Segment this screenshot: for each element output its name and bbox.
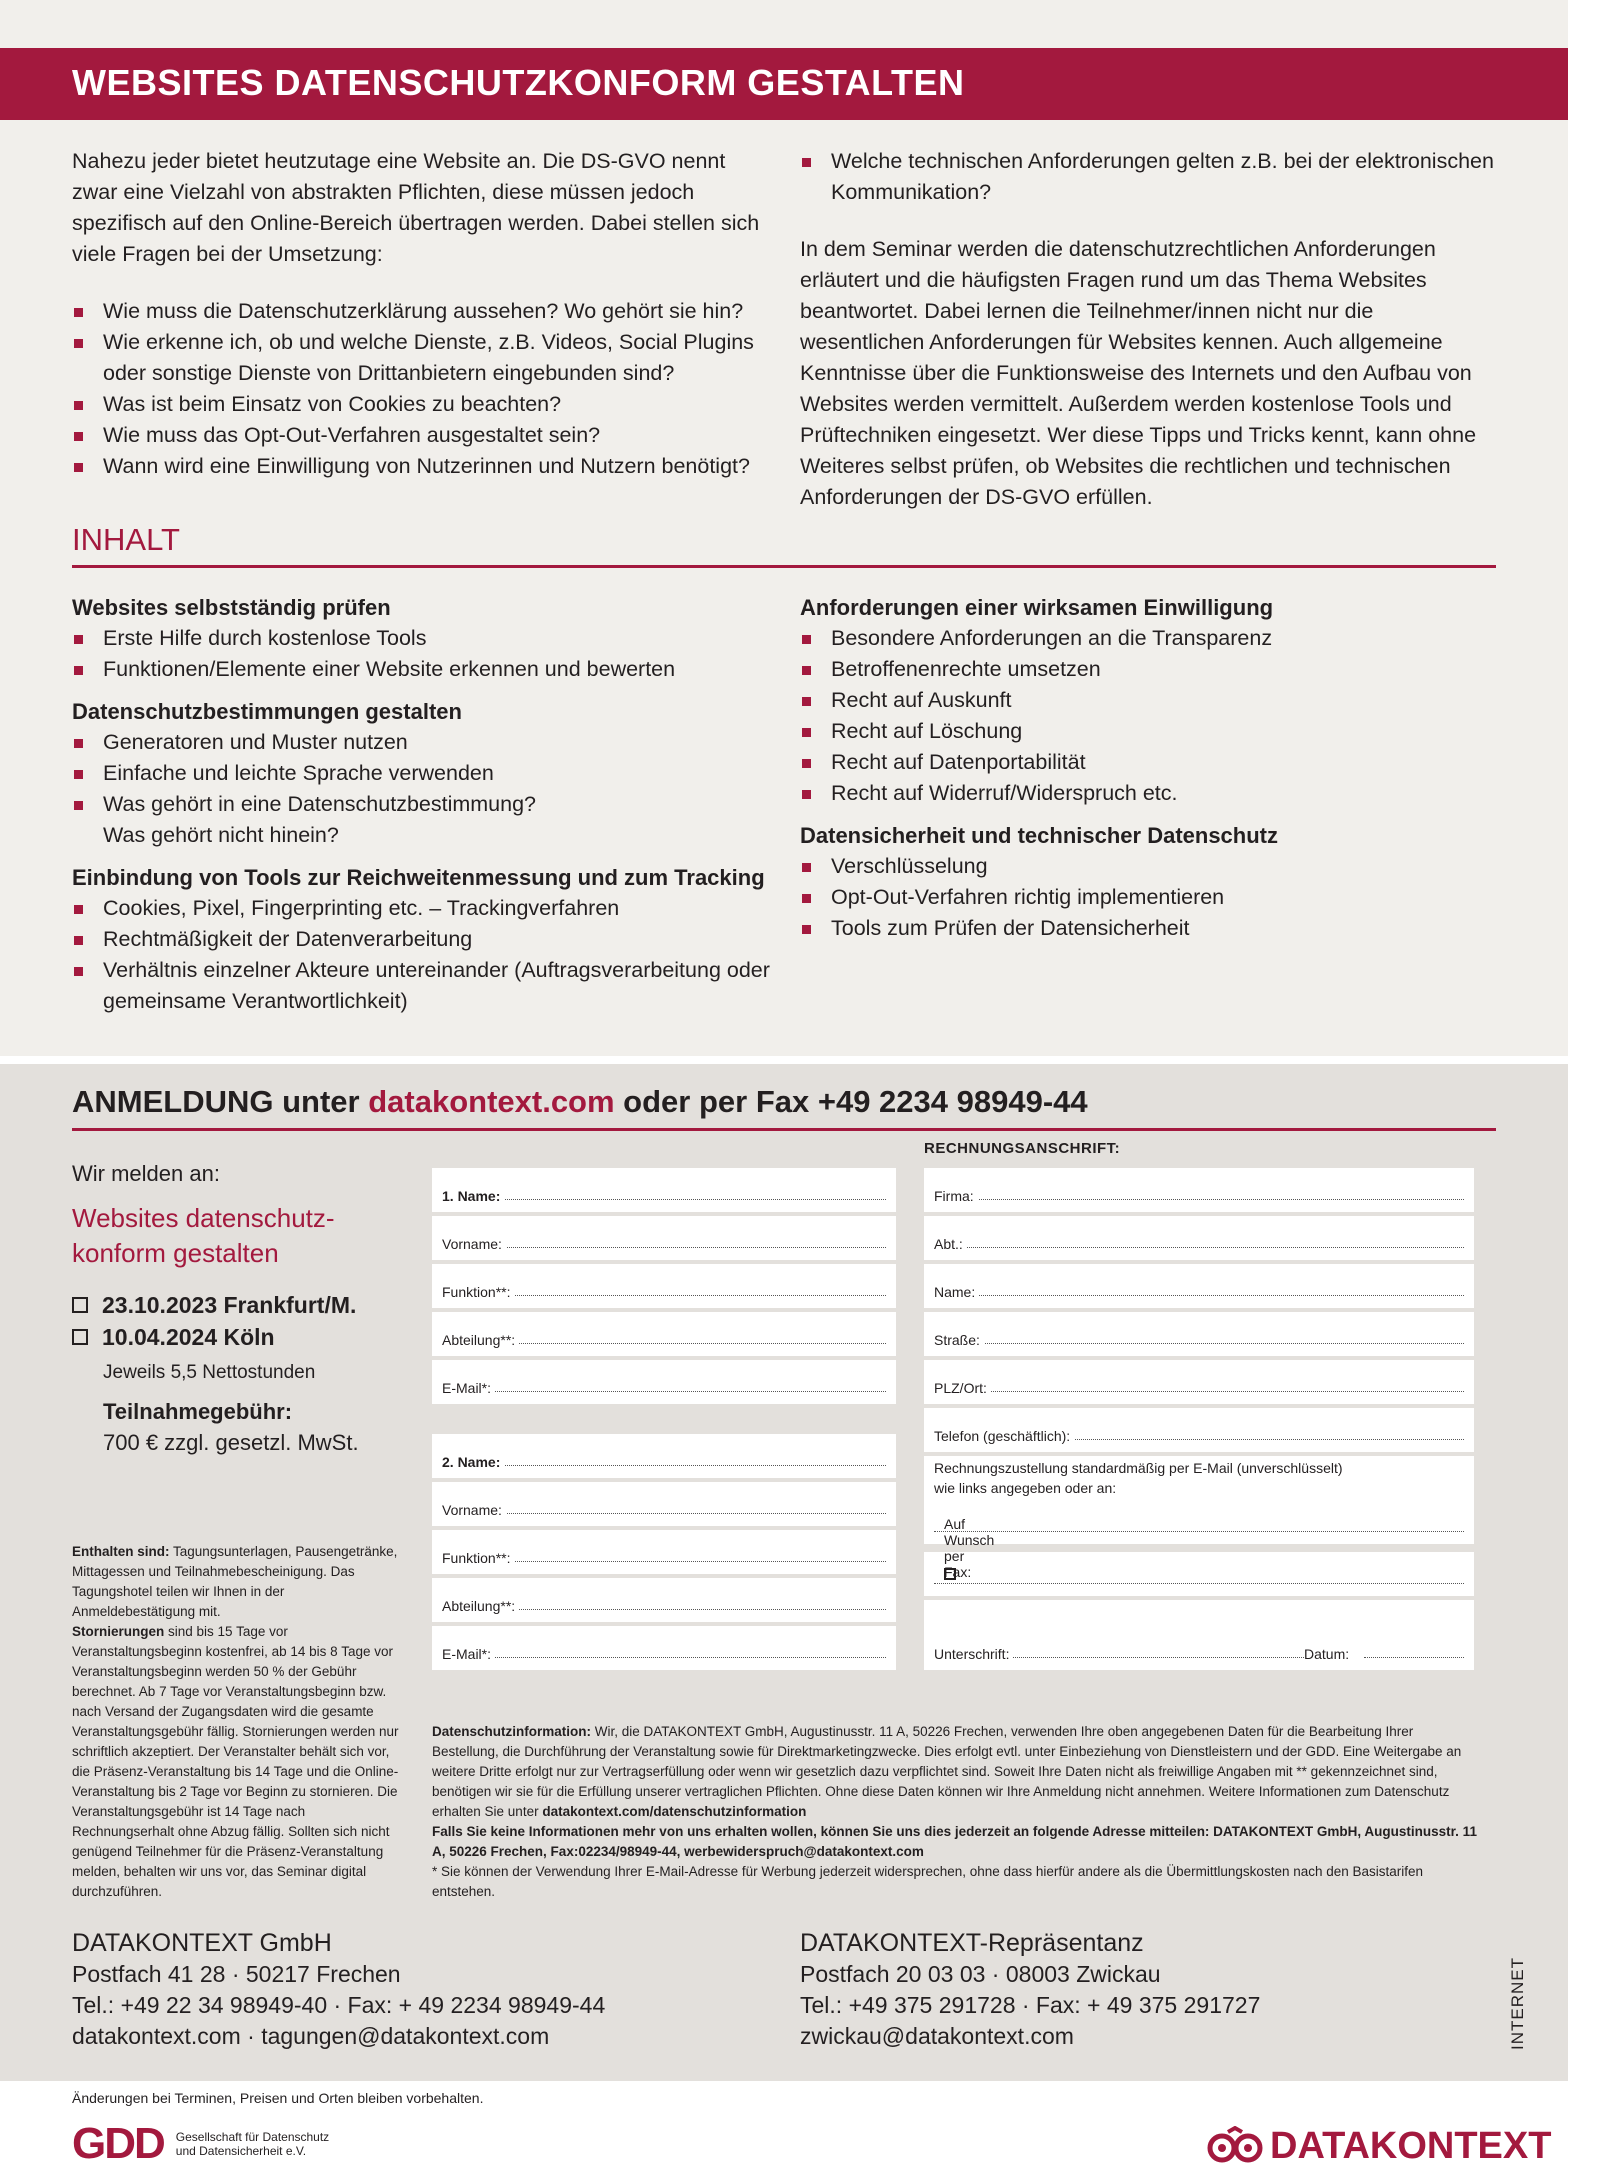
list-item: Rechtmäßigkeit der Datenverarbeitung xyxy=(72,924,772,955)
topic-title: Einbindung von Tools zur Reichweitenmessung und zum Tracking xyxy=(72,865,765,890)
address-line: Postfach 41 28 · 50217 Frechen xyxy=(72,1961,401,1987)
seminar-title-line: Websites datenschutz- xyxy=(72,1203,335,1233)
field-label: Abt.: xyxy=(934,1236,967,1252)
intro-paragraph: Nahezu jeder bietet heutzutage eine Website an. Die DS-GVO nennt zwar eine Vielzahl von abstrakten Pflichten, diese müssen jedoch spezifisch auf den Online-Bereich übertragen werden. Dabei stellen sich viele Fragen bei der Umsetzung: xyxy=(72,149,760,266)
topic-title: Anforderungen einer wirksamen Einwilligung xyxy=(800,595,1274,620)
list-item: Welche technischen Anforderungen gelten z.B. bei der elektronischen Kommunikation? xyxy=(800,146,1500,208)
field-label: Name: xyxy=(934,1284,979,1300)
field-label: Abteilung**: xyxy=(442,1332,519,1348)
field-label: 1. Name: xyxy=(442,1188,504,1204)
fee-value: 700 € zzgl. gesetzl. MwSt. xyxy=(103,1430,359,1455)
list-item: Wie muss das Opt-Out-Verfahren ausgestaltet sein? xyxy=(72,420,772,451)
gdd-text-line: und Datensicherheit e.V. xyxy=(175,2144,307,2158)
registration-info xyxy=(72,1158,412,1458)
inhalt-rule xyxy=(72,565,1496,568)
gdd-logo-text xyxy=(176,2130,329,2158)
registration-link[interactable]: datakontext.com xyxy=(368,1084,615,1119)
signature-field[interactable] xyxy=(924,1600,1474,1670)
list-item: Verhältnis einzelner Akteure untereinander (Auftragsverarbeitung oder gemeinsame Verantwortlichkeit) xyxy=(72,955,772,1017)
datakontext-logo xyxy=(1206,2126,1551,2166)
topic-list xyxy=(72,623,772,685)
owl-icon xyxy=(1206,2126,1264,2166)
address-zwickau xyxy=(800,1928,1260,2052)
registration-prefix: ANMELDUNG unter xyxy=(72,1084,369,1119)
list-item: Erste Hilfe durch kostenlose Tools xyxy=(72,623,772,654)
fee-label: Teilnahmegebühr: xyxy=(103,1399,293,1424)
gdd-logo-mark: GDD xyxy=(72,2119,164,2166)
inhalt-left xyxy=(72,592,772,1028)
field-label: PLZ/Ort: xyxy=(934,1380,991,1396)
company-name: DATAKONTEXT GmbH xyxy=(72,1929,332,1957)
unterschrift-label: Unterschrift: xyxy=(934,1646,1013,1662)
strasse-field[interactable] xyxy=(924,1312,1474,1356)
field-label: Funktion**: xyxy=(442,1550,514,1566)
list-item: Cookies, Pixel, Fingerprinting etc. – Trackingverfahren xyxy=(72,893,772,924)
topic-list xyxy=(72,893,772,1017)
email-field[interactable] xyxy=(432,1360,896,1404)
field-label: Vorname: xyxy=(442,1502,506,1518)
intro-right-questions xyxy=(800,146,1500,208)
address-line: zwickau@datakontext.com xyxy=(800,2023,1074,2049)
telefon-field[interactable] xyxy=(924,1408,1474,1452)
title-bar xyxy=(0,48,1568,120)
list-item: Wann wird eine Einwilligung von Nutzerinnen und Nutzern benötigt? xyxy=(72,451,772,482)
list-item: Besondere Anforderungen an die Transparenz xyxy=(800,623,1500,654)
date-label: 10.04.2024 Köln xyxy=(102,1324,275,1350)
gdd-text-line: Gesellschaft für Datenschutz xyxy=(175,2130,330,2144)
date-option-2[interactable] xyxy=(72,1321,412,1353)
storno-text: sind bis 15 Tage vor Veranstaltungsbeginn kostenfrei, ab 14 bis 8 Tage vor Veranstaltungsbeginn werden 50 % der Gebühr berechnet. Ab 7 Tage vor Veranstaltungsbeginn bzw. nach Versand der Zugangsdaten wird die gesamte Veranstaltungsgebühr fällig. Stornierungen werden nur schriftlich akzeptiert. Der Veranstalter behält sich vor, die Präsenz-Veranstaltung bis 14 Tage und die Online-Veranstaltung bis 2 Tage vor Beginn zu stornieren. Die Veranstaltungsgebühr ist 14 Tage nach Rechnungserhalt ohne Abzug fällig. Sollten sich nicht genügend Teilnehmer für die Präsenz-Veranstaltung melden, behalten wir uns vor, das Seminar digital durchzuführen. xyxy=(72,1624,399,1899)
list-item: Opt-Out-Verfahren richtig implementieren xyxy=(800,882,1500,913)
email-field-2[interactable] xyxy=(432,1626,896,1670)
wir-melden-label: Wir melden an: xyxy=(72,1161,220,1186)
funktion-field-2[interactable] xyxy=(432,1530,896,1574)
topic-title: Datenschutzbestimmungen gestalten xyxy=(72,699,462,724)
name-field-2[interactable] xyxy=(432,1434,896,1478)
abteilung-field-2[interactable] xyxy=(432,1578,896,1622)
address-datakontext xyxy=(72,1928,605,2052)
enthalten-label: Enthalten sind: xyxy=(72,1544,170,1559)
list-item: Recht auf Datenportabilität xyxy=(800,747,1500,778)
list-item: Was gehört in eine Datenschutzbestimmung? Was gehört nicht hinein? xyxy=(72,789,552,851)
ds-text: Wir, die DATAKONTEXT GmbH, Augustinusstr. 11 A, 50226 Frechen, verwenden Ihre oben angegebenen Daten für die Bearbeitung Ihrer Bestellung, die Durchführung der Veranstaltung sowie für Direktmarketingzwecke. Dies erfolgt evtl. unter Einbeziehung von Dienstleistern und der GDD. Eine Weitergabe an weitere Dritte erfolgt nur zur Vertragserfüllung oder wenn wir gesetzlich dazu verpflichtet sind. Soweit Ihre Daten nicht als freiwillige Angaben mit ** gekennzeichnet sind, benötigen wir sie für die Erfüllung unserer vertraglichen Pflichten. Ohne diese Daten können wir Ihre Anmeldung nicht annehmen. Weitere Informationen zum Datenschutz erhalten Sie unter xyxy=(432,1724,1462,1819)
checkbox[interactable] xyxy=(72,1297,88,1313)
list-item: Was ist beim Einsatz von Cookies zu beachten? xyxy=(72,389,772,420)
field-label: Firma: xyxy=(934,1188,978,1204)
topic-list xyxy=(800,623,1500,809)
ds-optout: Falls Sie keine Informationen mehr von uns erhalten wollen, können Sie uns dies jederzeit an folgende Adresse mitteilen: DATAKONTEXT GmbH, Augustinusstr. 11 A, 50226 Frechen, Fax:02234/98949-44, werbewiderspruch@datakontext.com xyxy=(432,1824,1477,1859)
zustellung-field[interactable] xyxy=(924,1456,1474,1544)
rechnung-heading: RECHNUNGSANSCHRIFT: xyxy=(924,1140,1121,1157)
terms-text xyxy=(72,1542,402,1902)
rechnung-name-field[interactable] xyxy=(924,1264,1474,1308)
topic-list xyxy=(800,851,1500,944)
field-label: Telefon (geschäftlich): xyxy=(934,1428,1074,1444)
datakontext-logo-text: DATAKONTEXT xyxy=(1270,2125,1552,2166)
page-title: WEBSITES DATENSCHUTZKONFORM GESTALTEN xyxy=(72,62,965,103)
registration-rule xyxy=(72,1128,1496,1131)
inhalt-heading: INHALT xyxy=(72,522,180,557)
list-item: Tools zum Prüfen der Datensicherheit xyxy=(800,913,1500,944)
funktion-field[interactable] xyxy=(432,1264,896,1308)
ds-footnote: * Sie können der Verwendung Ihrer E-Mail-Adresse für Werbung jederzeit widersprechen, ohne dass hierfür andere als die Übermittlungskosten nach den Basistarifen entstehen. xyxy=(432,1864,1424,1899)
topic-list xyxy=(72,727,772,851)
field-label: Abteilung**: xyxy=(442,1598,519,1614)
inhalt-right xyxy=(800,592,1500,955)
address-line: Tel.: +49 375 291728 · Fax: + 49 375 291727 xyxy=(800,1992,1261,2018)
name-field[interactable] xyxy=(432,1168,896,1212)
firma-field[interactable] xyxy=(924,1168,1474,1212)
zustellung-label: Rechnungszustellung standardmäßig per E-Mail (unverschlüsselt) wie links angegeben oder an: xyxy=(934,1460,1343,1496)
vorname-field-2[interactable] xyxy=(432,1482,896,1526)
ds-label: Datenschutzinformation: xyxy=(432,1724,592,1739)
topic-title: Websites selbstständig prüfen xyxy=(72,595,391,620)
date-option-1[interactable] xyxy=(72,1289,412,1321)
list-item: Einfache und leichte Sprache verwenden xyxy=(72,758,772,789)
duration: Jeweils 5,5 Nettostunden xyxy=(103,1362,316,1383)
topic-title: Datensicherheit und technischer Datenschutz xyxy=(800,823,1278,848)
company-name: DATAKONTEXT-Repräsentanz xyxy=(800,1929,1144,1957)
list-item: Generatoren und Muster nutzen xyxy=(72,727,772,758)
enthalten-text: Tagungsunterlagen, Pausengetränke, Mittagessen und Teilnahmebescheinigung. Das Tagungshotel teilen wir Ihnen in der Anmeldebestätigung mit. xyxy=(72,1544,398,1619)
ds-link[interactable]: datakontext.com/datenschutzinformation xyxy=(542,1804,807,1819)
intro-left xyxy=(72,146,772,482)
field-label: 2. Name: xyxy=(442,1454,504,1470)
changes-note: Änderungen bei Terminen, Preisen und Orten bleiben vorbehalten. xyxy=(72,2090,484,2106)
field-label: E-Mail*: xyxy=(442,1646,495,1662)
list-item: Recht auf Widerruf/Widerspruch etc. xyxy=(800,778,1500,809)
list-item: Verschlüsselung xyxy=(800,851,1500,882)
registration-heading xyxy=(72,1084,1088,1120)
address-line: datakontext.com · tagungen@datakontext.com xyxy=(72,2023,550,2049)
datum-label: Datum: xyxy=(1304,1646,1353,1662)
registration-suffix: oder per Fax +49 2234 98949-44 xyxy=(614,1084,1088,1119)
intro-right xyxy=(800,146,1500,539)
fax-option[interactable] xyxy=(924,1516,1474,1596)
list-item: Wie muss die Datenschutzerklärung aussehen? Wo gehört sie hin? xyxy=(72,296,772,327)
gdd-logo xyxy=(72,2119,330,2166)
list-item: Funktionen/Elemente einer Website erkennen und bewerten xyxy=(72,654,772,685)
vorname-field[interactable] xyxy=(432,1216,896,1260)
date-label: 23.10.2023 Frankfurt/M. xyxy=(102,1292,357,1318)
fax-label: Auf Wunsch per Fax: xyxy=(944,1516,995,1580)
intro-questions xyxy=(72,296,772,482)
abt-field[interactable] xyxy=(924,1216,1474,1260)
side-label: INTERNET xyxy=(1508,1957,1527,2050)
intro-right-paragraph: In dem Seminar werden die datenschutzrechtlichen Anforderungen erläutert und die häufigsten Fragen rund um das Thema Websites beantwortet. Dabei lernen die Teilnehmer/innen nicht nur die wesentlichen Anforderungen für Websites kennen. Auch allgemeine Kenntnisse über die Funktionsweise des Internets und den Aufbau von Websites werden vermittelt. Außerdem werden kostenlose Tools und Prüftechniken eingesetzt. Wer diese Tipps und Tricks kennt, kann ohne Weiteres selbst prüfen, ob Websites die rechtlichen und technischen Anforderungen der DS-GVO erfüllen. xyxy=(800,237,1477,509)
field-label: Funktion**: xyxy=(442,1284,514,1300)
list-item: Wie erkenne ich, ob und welche Dienste, z.B. Videos, Social Plugins oder sonstige Dienste von Drittanbietern eingebunden sind? xyxy=(72,327,772,389)
address-line: Tel.: +49 22 34 98949-40 · Fax: + 49 2234 98949-44 xyxy=(72,1992,606,2018)
plz-ort-field[interactable] xyxy=(924,1360,1474,1404)
seminar-title-line: konform gestalten xyxy=(72,1238,279,1268)
list-item: Recht auf Auskunft xyxy=(800,685,1500,716)
field-label: Vorname: xyxy=(442,1236,506,1252)
datenschutz-info xyxy=(432,1722,1477,1902)
abteilung-field[interactable] xyxy=(432,1312,896,1356)
list-item: Betroffenenrechte umsetzen xyxy=(800,654,1500,685)
field-label: E-Mail*: xyxy=(442,1380,495,1396)
seminar-title xyxy=(72,1201,412,1271)
list-item: Recht auf Löschung xyxy=(800,716,1500,747)
field-label: Straße: xyxy=(934,1332,984,1348)
storno-label: Stornierungen xyxy=(72,1624,165,1639)
checkbox[interactable] xyxy=(72,1329,88,1345)
address-line: Postfach 20 03 03 · 08003 Zwickau xyxy=(800,1961,1161,1987)
